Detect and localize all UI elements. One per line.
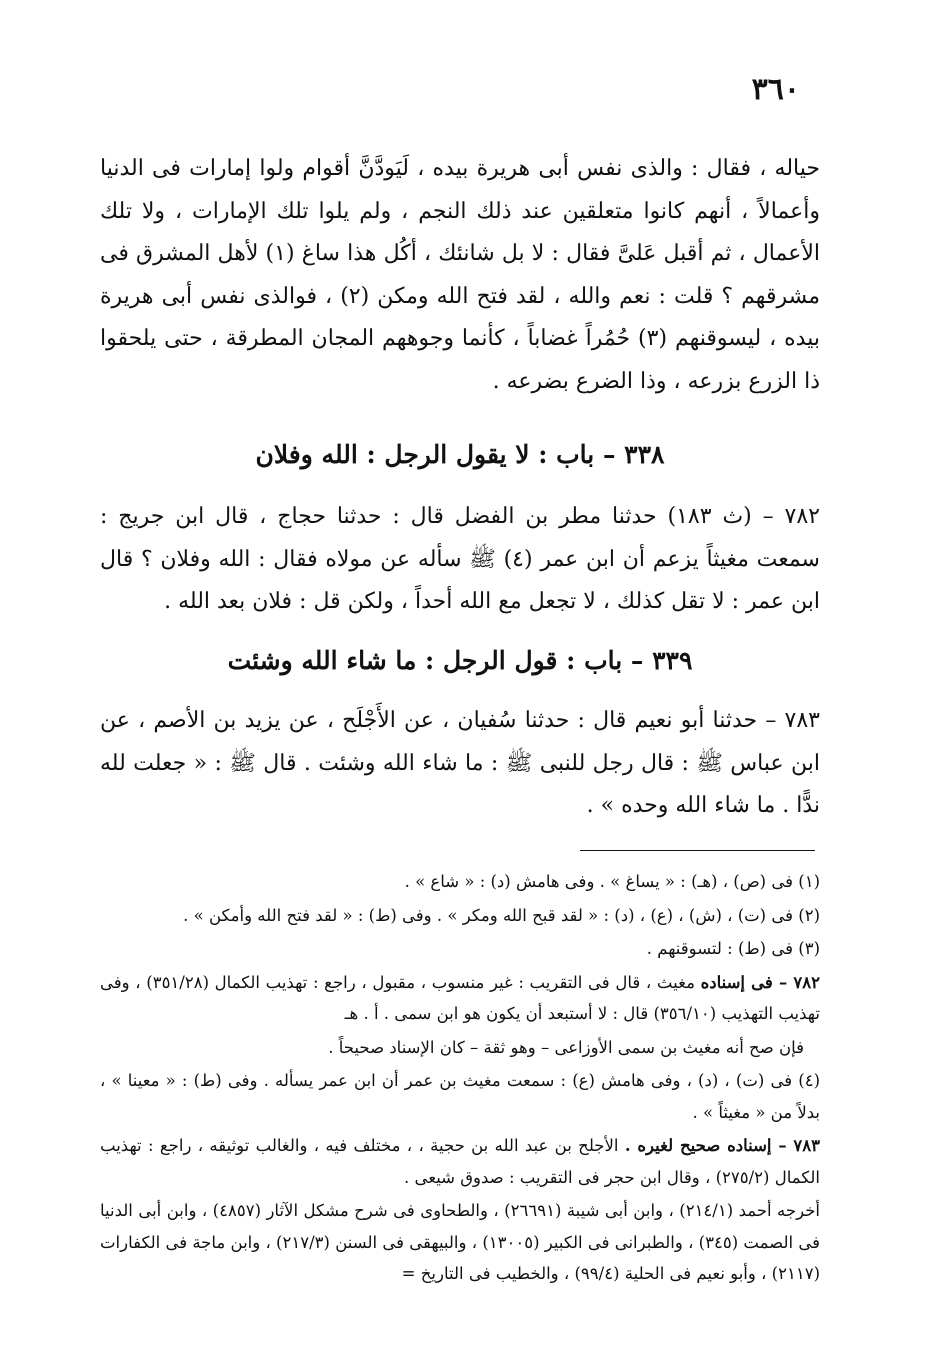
section-339-heading: ٣٣٩ – باب : قول الرجل : ما شاء الله وشئت	[227, 646, 693, 675]
footnote-782-lead: ٧٨٢ – فى إسناده	[700, 972, 820, 992]
footnote-2: (٢) فى (ت) ، (ش) ، (ع) ، (د) : « لقد قبح الله ومكر » . وفى (ط) : « لقد فتح الله وأمكن » .	[183, 905, 820, 925]
hadith-782: ٧٨٢ – (ث ١٨٣) حدثنا مطر بن الفضل قال : حدثنا حجاج ، قال ابن جريج : سمعت مغيثاً يزعم أن ابن عمر (٤) ﷺ سأله عن مولاه فقال : الله وفلان ؟ قال ابن عمر : لا تقل كذلك ، لا تجعل مع الله أحداً ، ولكن قل : فلان بعد الله .	[100, 504, 820, 614]
section-338-body	[100, 496, 820, 624]
footnote-782	[100, 967, 820, 1030]
hadith-783: ٧٨٣ – حدثنا أبو نعيم قال : حدثنا سُفيان ، عن الأَجْلَح ، عن يزيد بن الأصم ، عن ابن عباس ﷺ : قال رجل للنبى ﷺ : ما شاء الله وشئت . قال ﷺ : « جعلت لله ندًّا . ما شاء الله وحده » .	[100, 708, 820, 818]
section-339-body	[100, 700, 820, 828]
footnote-4: (٤) فى (ت) ، (د) ، وفى هامش (ع) : سمعت مغيث بن عمر أن ابن عمر يسأله . وفى (ط) : « معينا » ، بدلاً من « مغيثاً » .	[100, 1071, 820, 1122]
page-number: ٣٦٠	[751, 72, 800, 107]
section-338-heading: ٣٣٨ – باب : لا يقول الرجل : الله وفلان	[255, 440, 665, 469]
footnote-separator	[580, 850, 815, 851]
footnote-783-text: الأجلح بن عبد الله بن حجية ، ، مختلف فيه ، والغالب توثيقه ، راجع : تهذيب الكمال (٢٧٥/٢) ، وقال ابن حجر فى التقريب : صدوق شيعى .	[100, 1136, 820, 1187]
intro-paragraph: حياله ، فقال : والذى نفس أبى هريرة بيده ، لَيَودَّنَّ أقوام ولوا إمارات فى الدنيا وأعمالاً ، أنهم كانوا متعلقين عند ذلك النجم ، ولم يلوا تلك الإمارات ، ولا تلك الأعمال ، ثم أقبل عَلىَّ فقال : لا بل شانئك ، أكُل هذا ساغ (١) لأهل المشرق فى مشرقهم ؟ قلت : نعم والله ، لقد فتح الله ومكن (٢) ، فوالذى نفس أبى هريرة بيده ، ليسوقنهم (٣) حُمُراً غضاباً ، كأنما وجوههم المجان المطرقة ، حتى يلحقوا ذا الزرع بزرعه ، وذا الضرع بضرعه .	[100, 156, 821, 394]
footnote-3: (٣) فى (ط) : لتسوقنهم .	[646, 939, 820, 958]
section-339-heading-block	[100, 646, 820, 675]
footnote-1: (١) فى (ص) ، (هـ) : « يساغ » . وفى هامش (د) : « شاع » .	[404, 872, 820, 891]
footnotes	[100, 866, 820, 1292]
footnote-783-lead: ٧٨٣ – إسناده صحيح لغيره .	[624, 1136, 820, 1155]
footnote-783-continuation: أخرجه أحمد (٢١٤/١) ، وابن أبى شيبة (٢٦٦٩١) ، والطحاوى فى شرح مشكل الآثار (٤٨٥٧) ، وابن أبى الدنيا فى الصمت (٣٤٥) ، والطبرانى فى الكبير (١٣٠٠٥) ، والبيهقى فى السنن (٢١٧/٣) ، وابن ماجة فى الكفارات (٢١١٧) ، وأبو نعيم فى الحلية (٩٩/٤) ، والخطيب فى التاريخ =	[100, 1201, 820, 1283]
intro-block	[100, 148, 820, 403]
footnote-782-continuation: فإن صح أنه مغيث بن سمى الأوزاعى – وهو ثقة – كان الإسناد صحيحاً .	[328, 1037, 804, 1057]
footnote-782-text: مغيث ، قال فى التقريب : غير منسوب ، مقبول ، راجع : تهذيب الكمال (٣٥١/٢٨) ، وفى تهذيب التهذيب (٣٥٦/١٠) قال : لا أستبعد أن يكون هو ابن سمى . أ . هـ	[100, 972, 820, 1023]
section-338-heading-block	[100, 440, 820, 469]
footnote-783	[100, 1130, 820, 1193]
